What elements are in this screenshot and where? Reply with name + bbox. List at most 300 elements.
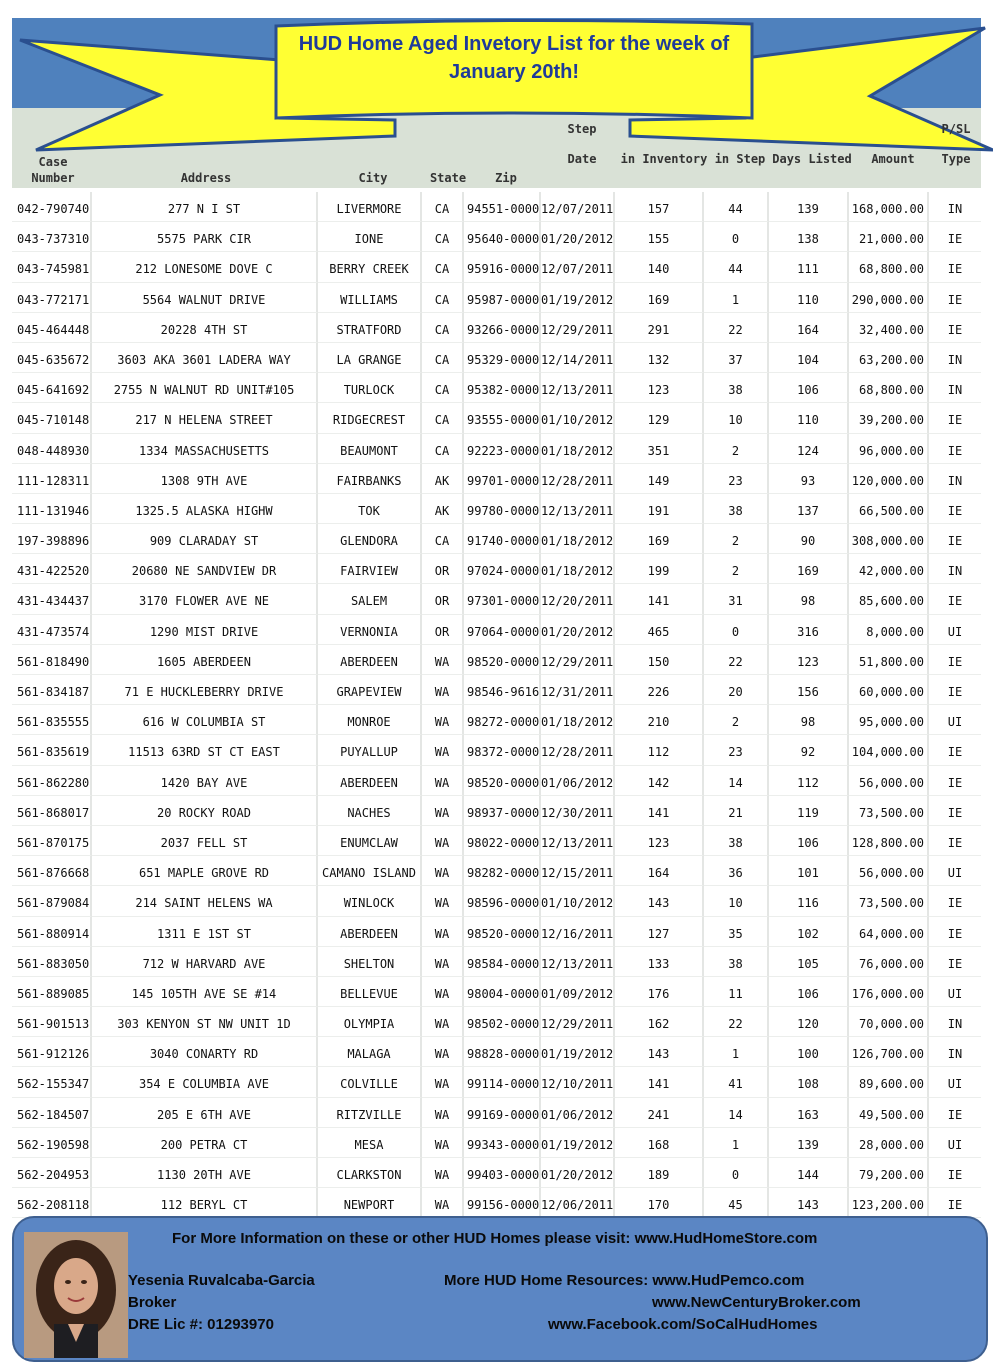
cell-in-step: 41 <box>704 1067 769 1097</box>
cell-state: CA <box>422 283 464 313</box>
header-zip: Zip <box>495 171 517 185</box>
cell-zip: 98828-0000 <box>464 1037 541 1067</box>
cell-address: 1308 9TH AVE <box>92 464 318 494</box>
cell-state: CA <box>422 434 464 464</box>
cell-days-listed: 90 <box>769 524 849 554</box>
cell-type: IE <box>929 1098 981 1128</box>
cell-case-number: 561-834187 <box>12 675 92 705</box>
cell-zip: 99343-0000 <box>464 1128 541 1158</box>
cell-in-inventory: 127 <box>615 917 704 947</box>
cell-amount: 51,800.00 <box>849 645 929 675</box>
table-row <box>12 283 981 313</box>
cell-in-step: 2 <box>704 524 769 554</box>
cell-in-inventory: 132 <box>615 343 704 373</box>
table-row <box>12 796 981 826</box>
table-row <box>12 856 981 886</box>
cell-zip: 98520-0000 <box>464 645 541 675</box>
cell-type: UI <box>929 1128 981 1158</box>
title-line-1: HUD Home Aged Invetory List for the week of <box>298 33 730 55</box>
cell-address: 354 E COLUMBIA AVE <box>92 1067 318 1097</box>
cell-case-number: 561-879084 <box>12 886 92 916</box>
cell-city: OLYMPIA <box>318 1007 422 1037</box>
cell-address: 1420 BAY AVE <box>92 766 318 796</box>
cell-days-listed: 92 <box>769 735 849 765</box>
cell-state: WA <box>422 1007 464 1037</box>
cell-type: UI <box>929 856 981 886</box>
cell-step-date: 12/13/2011 <box>541 373 615 403</box>
cell-step-date: 12/29/2011 <box>541 1007 615 1037</box>
cell-state: CA <box>422 343 464 373</box>
cell-in-inventory: 133 <box>615 947 704 977</box>
cell-days-listed: 108 <box>769 1067 849 1097</box>
cell-state: WA <box>422 1128 464 1158</box>
cell-address: 1605 ABERDEEN <box>92 645 318 675</box>
cell-city: ABERDEEN <box>318 766 422 796</box>
table-row <box>12 524 981 554</box>
cell-zip: 99156-0000 <box>464 1188 541 1218</box>
cell-amount: 68,800.00 <box>849 252 929 282</box>
cell-case-number: 111-131946 <box>12 494 92 524</box>
cell-days-listed: 143 <box>769 1188 849 1218</box>
cell-address: 651 MAPLE GROVE RD <box>92 856 318 886</box>
cell-state: WA <box>422 796 464 826</box>
cell-case-number: 045-464448 <box>12 313 92 343</box>
cell-amount: 60,000.00 <box>849 675 929 705</box>
cell-zip: 95382-0000 <box>464 373 541 403</box>
cell-days-listed: 116 <box>769 886 849 916</box>
cell-in-step: 0 <box>704 1158 769 1188</box>
cell-days-listed: 106 <box>769 826 849 856</box>
cell-state: CA <box>422 403 464 433</box>
cell-in-step: 38 <box>704 494 769 524</box>
cell-days-listed: 163 <box>769 1098 849 1128</box>
cell-amount: 42,000.00 <box>849 554 929 584</box>
cell-state: CA <box>422 252 464 282</box>
cell-type: IE <box>929 886 981 916</box>
cell-in-step: 38 <box>704 373 769 403</box>
cell-days-listed: 110 <box>769 283 849 313</box>
cell-type: IN <box>929 192 981 222</box>
cell-city: BEAUMONT <box>318 434 422 464</box>
cell-days-listed: 123 <box>769 645 849 675</box>
cell-days-listed: 98 <box>769 584 849 614</box>
cell-state: WA <box>422 1037 464 1067</box>
cell-in-inventory: 170 <box>615 1188 704 1218</box>
cell-in-step: 44 <box>704 192 769 222</box>
cell-in-step: 1 <box>704 1037 769 1067</box>
cell-days-listed: 106 <box>769 373 849 403</box>
cell-amount: 39,200.00 <box>849 403 929 433</box>
cell-case-number: 043-745981 <box>12 252 92 282</box>
cell-in-step: 45 <box>704 1188 769 1218</box>
cell-state: WA <box>422 917 464 947</box>
cell-amount: 308,000.00 <box>849 524 929 554</box>
cell-step-date: 12/15/2011 <box>541 856 615 886</box>
broker-license: DRE Lic #: 01293970 <box>128 1316 274 1333</box>
cell-step-date: 12/28/2011 <box>541 735 615 765</box>
inventory-table <box>12 192 981 1218</box>
table-row <box>12 675 981 705</box>
cell-address: 200 PETRA CT <box>92 1128 318 1158</box>
cell-zip: 99114-0000 <box>464 1067 541 1097</box>
cell-amount: 63,200.00 <box>849 343 929 373</box>
cell-in-inventory: 351 <box>615 434 704 464</box>
cell-state: WA <box>422 977 464 1007</box>
cell-days-listed: 101 <box>769 856 849 886</box>
cell-state: CA <box>422 192 464 222</box>
cell-city: BERRY CREEK <box>318 252 422 282</box>
cell-in-step: 22 <box>704 1007 769 1037</box>
cell-amount: 56,000.00 <box>849 766 929 796</box>
table-row <box>12 947 981 977</box>
cell-type: IE <box>929 434 981 464</box>
cell-days-listed: 139 <box>769 1128 849 1158</box>
cell-amount: 128,800.00 <box>849 826 929 856</box>
cell-state: WA <box>422 735 464 765</box>
cell-in-step: 37 <box>704 343 769 373</box>
cell-in-inventory: 141 <box>615 1067 704 1097</box>
cell-days-listed: 124 <box>769 434 849 464</box>
cell-in-step: 38 <box>704 947 769 977</box>
cell-zip: 99169-0000 <box>464 1098 541 1128</box>
cell-in-step: 21 <box>704 796 769 826</box>
cell-step-date: 01/19/2012 <box>541 283 615 313</box>
cell-step-date: 12/10/2011 <box>541 1067 615 1097</box>
cell-in-step: 44 <box>704 252 769 282</box>
cell-case-number: 045-710148 <box>12 403 92 433</box>
cell-case-number: 561-868017 <box>12 796 92 826</box>
cell-in-inventory: 155 <box>615 222 704 252</box>
cell-city: WINLOCK <box>318 886 422 916</box>
header-in-inventory: in Inventory <box>620 152 708 166</box>
cell-state: WA <box>422 1188 464 1218</box>
table-row <box>12 343 981 373</box>
cell-address: 1311 E 1ST ST <box>92 917 318 947</box>
cell-case-number: 562-155347 <box>12 1067 92 1097</box>
cell-address: 71 E HUCKLEBERRY DRIVE <box>92 675 318 705</box>
cell-step-date: 12/28/2011 <box>541 464 615 494</box>
cell-in-step: 35 <box>704 917 769 947</box>
cell-address: 616 W COLUMBIA ST <box>92 705 318 735</box>
cell-type: IE <box>929 947 981 977</box>
cell-zip: 98004-0000 <box>464 977 541 1007</box>
cell-in-inventory: 162 <box>615 1007 704 1037</box>
table-row <box>12 313 981 343</box>
cell-amount: 28,000.00 <box>849 1128 929 1158</box>
cell-in-inventory: 241 <box>615 1098 704 1128</box>
cell-case-number: 561-835555 <box>12 705 92 735</box>
cell-days-listed: 100 <box>769 1037 849 1067</box>
cell-in-step: 23 <box>704 464 769 494</box>
cell-state: WA <box>422 1158 464 1188</box>
cell-step-date: 01/06/2012 <box>541 766 615 796</box>
cell-type: IE <box>929 524 981 554</box>
cell-address: 5575 PARK CIR <box>92 222 318 252</box>
cell-case-number: 045-635672 <box>12 343 92 373</box>
cell-case-number: 431-473574 <box>12 615 92 645</box>
table-row <box>12 1037 981 1067</box>
cell-address: 277 N I ST <box>92 192 318 222</box>
cell-address: 212 LONESOME DOVE C <box>92 252 318 282</box>
cell-type: IE <box>929 252 981 282</box>
cell-in-inventory: 176 <box>615 977 704 1007</box>
cell-state: OR <box>422 615 464 645</box>
cell-days-listed: 112 <box>769 766 849 796</box>
cell-city: TURLOCK <box>318 373 422 403</box>
cell-address: 3170 FLOWER AVE NE <box>92 584 318 614</box>
cell-case-number: 561-883050 <box>12 947 92 977</box>
header-date: Date <box>567 152 597 166</box>
cell-amount: 290,000.00 <box>849 283 929 313</box>
cell-city: MONROE <box>318 705 422 735</box>
cell-in-inventory: 191 <box>615 494 704 524</box>
cell-case-number: 431-434437 <box>12 584 92 614</box>
cell-step-date: 01/20/2012 <box>541 222 615 252</box>
cell-in-step: 11 <box>704 977 769 1007</box>
cell-city: WILLIAMS <box>318 283 422 313</box>
cell-zip: 98546-9616 <box>464 675 541 705</box>
cell-amount: 66,500.00 <box>849 494 929 524</box>
cell-zip: 95640-0000 <box>464 222 541 252</box>
cell-zip: 99780-0000 <box>464 494 541 524</box>
cell-in-inventory: 169 <box>615 283 704 313</box>
cell-type: IE <box>929 645 981 675</box>
cell-amount: 76,000.00 <box>849 947 929 977</box>
cell-type: IE <box>929 1158 981 1188</box>
cell-address: 11513 63RD ST CT EAST <box>92 735 318 765</box>
cell-step-date: 01/10/2012 <box>541 886 615 916</box>
cell-in-step: 1 <box>704 283 769 313</box>
cell-city: RITZVILLE <box>318 1098 422 1128</box>
table-row <box>12 615 981 645</box>
cell-days-listed: 111 <box>769 252 849 282</box>
cell-case-number: 561-901513 <box>12 1007 92 1037</box>
cell-in-inventory: 465 <box>615 615 704 645</box>
cell-city: FAIRBANKS <box>318 464 422 494</box>
cell-days-listed: 105 <box>769 947 849 977</box>
cell-in-step: 0 <box>704 615 769 645</box>
cell-step-date: 01/20/2012 <box>541 615 615 645</box>
cell-days-listed: 104 <box>769 343 849 373</box>
cell-type: IE <box>929 283 981 313</box>
cell-case-number: 562-208118 <box>12 1188 92 1218</box>
table-row <box>12 192 981 222</box>
cell-state: CA <box>422 313 464 343</box>
cell-in-inventory: 157 <box>615 192 704 222</box>
cell-type: IE <box>929 675 981 705</box>
cell-city: ENUMCLAW <box>318 826 422 856</box>
cell-city: CLARKSTON <box>318 1158 422 1188</box>
header-days-listed: Days Listed <box>772 152 852 166</box>
cell-in-inventory: 164 <box>615 856 704 886</box>
cell-case-number: 045-641692 <box>12 373 92 403</box>
cell-type: IE <box>929 403 981 433</box>
cell-step-date: 12/06/2011 <box>541 1188 615 1218</box>
cell-step-date: 12/13/2011 <box>541 494 615 524</box>
cell-days-listed: 138 <box>769 222 849 252</box>
cell-case-number: 561-870175 <box>12 826 92 856</box>
cell-type: UI <box>929 1067 981 1097</box>
cell-amount: 104,000.00 <box>849 735 929 765</box>
table-row <box>12 1007 981 1037</box>
cell-step-date: 01/20/2012 <box>541 1158 615 1188</box>
cell-in-step: 1 <box>704 1128 769 1158</box>
cell-address: 20 ROCKY ROAD <box>92 796 318 826</box>
table-row <box>12 705 981 735</box>
cell-in-step: 38 <box>704 826 769 856</box>
resources-line-2: www.NewCenturyBroker.com <box>652 1294 861 1311</box>
cell-amount: 176,000.00 <box>849 977 929 1007</box>
cell-step-date: 01/19/2012 <box>541 1128 615 1158</box>
cell-zip: 98520-0000 <box>464 917 541 947</box>
cell-type: IN <box>929 554 981 584</box>
cell-zip: 95987-0000 <box>464 283 541 313</box>
cell-state: WA <box>422 766 464 796</box>
cell-in-inventory: 140 <box>615 252 704 282</box>
table-row <box>12 735 981 765</box>
cell-in-step: 2 <box>704 705 769 735</box>
cell-step-date: 12/13/2011 <box>541 947 615 977</box>
cell-step-date: 12/07/2011 <box>541 252 615 282</box>
cell-in-inventory: 141 <box>615 796 704 826</box>
cell-zip: 98022-0000 <box>464 826 541 856</box>
cell-step-date: 12/31/2011 <box>541 675 615 705</box>
cell-in-inventory: 199 <box>615 554 704 584</box>
table-row <box>12 977 981 1007</box>
resources-line-1: More HUD Home Resources: www.HudPemco.com <box>444 1272 805 1289</box>
table-row <box>12 403 981 433</box>
cell-city: CAMANO ISLAND <box>318 856 422 886</box>
cell-case-number: 048-448930 <box>12 434 92 464</box>
cell-city: COLVILLE <box>318 1067 422 1097</box>
cell-zip: 95916-0000 <box>464 252 541 282</box>
header-address: Address <box>180 171 232 185</box>
table-row <box>12 584 981 614</box>
header-in-step: in Step <box>714 152 766 166</box>
cell-case-number: 562-190598 <box>12 1128 92 1158</box>
cell-zip: 94551-0000 <box>464 192 541 222</box>
cell-address: 145 105TH AVE SE #14 <box>92 977 318 1007</box>
cell-in-step: 23 <box>704 735 769 765</box>
cell-step-date: 12/07/2011 <box>541 192 615 222</box>
cell-step-date: 12/16/2011 <box>541 917 615 947</box>
cell-in-inventory: 143 <box>615 1037 704 1067</box>
cell-zip: 99701-0000 <box>464 464 541 494</box>
cell-type: IE <box>929 1188 981 1218</box>
cell-address: 5564 WALNUT DRIVE <box>92 283 318 313</box>
cell-address: 20680 NE SANDVIEW DR <box>92 554 318 584</box>
cell-address: 217 N HELENA STREET <box>92 403 318 433</box>
page-title <box>280 30 748 86</box>
cell-step-date: 01/18/2012 <box>541 524 615 554</box>
cell-days-listed: 316 <box>769 615 849 645</box>
cell-city: ABERDEEN <box>318 917 422 947</box>
table-row <box>12 373 981 403</box>
cell-case-number: 561-862280 <box>12 766 92 796</box>
cell-city: VERNONIA <box>318 615 422 645</box>
table-row <box>12 886 981 916</box>
cell-case-number: 043-737310 <box>12 222 92 252</box>
cell-address: 112 BERYL CT <box>92 1188 318 1218</box>
cell-amount: 89,600.00 <box>849 1067 929 1097</box>
cell-zip: 97024-0000 <box>464 554 541 584</box>
cell-city: FAIRVIEW <box>318 554 422 584</box>
cell-zip: 98372-0000 <box>464 735 541 765</box>
broker-role: Broker <box>128 1294 177 1311</box>
cell-address: 2037 FELL ST <box>92 826 318 856</box>
table-row <box>12 917 981 947</box>
cell-days-listed: 120 <box>769 1007 849 1037</box>
cell-city: LIVERMORE <box>318 192 422 222</box>
cell-in-step: 14 <box>704 766 769 796</box>
cell-in-step: 2 <box>704 554 769 584</box>
cell-amount: 49,500.00 <box>849 1098 929 1128</box>
header-city: City <box>358 171 388 185</box>
cell-in-step: 20 <box>704 675 769 705</box>
cell-state: WA <box>422 675 464 705</box>
cell-days-listed: 110 <box>769 403 849 433</box>
table-row <box>12 554 981 584</box>
cell-days-listed: 169 <box>769 554 849 584</box>
cell-type: IN <box>929 1007 981 1037</box>
cell-in-inventory: 210 <box>615 705 704 735</box>
cell-state: AK <box>422 464 464 494</box>
cell-days-listed: 102 <box>769 917 849 947</box>
cell-in-step: 36 <box>704 856 769 886</box>
cell-city: GRAPEVIEW <box>318 675 422 705</box>
cell-in-inventory: 291 <box>615 313 704 343</box>
table-row <box>12 826 981 856</box>
cell-type: IE <box>929 494 981 524</box>
cell-state: WA <box>422 1098 464 1128</box>
header-type: Type <box>941 152 971 166</box>
table-row <box>12 222 981 252</box>
cell-amount: 96,000.00 <box>849 434 929 464</box>
cell-type: IE <box>929 584 981 614</box>
cell-in-inventory: 169 <box>615 524 704 554</box>
table-row <box>12 464 981 494</box>
cell-city: SHELTON <box>318 947 422 977</box>
table-row <box>12 434 981 464</box>
cell-case-number: 562-204953 <box>12 1158 92 1188</box>
cell-amount: 21,000.00 <box>849 222 929 252</box>
cell-type: IE <box>929 796 981 826</box>
cell-address: 1325.5 ALASKA HIGHW <box>92 494 318 524</box>
cell-in-inventory: 123 <box>615 373 704 403</box>
cell-state: AK <box>422 494 464 524</box>
cell-city: STRATFORD <box>318 313 422 343</box>
broker-photo <box>24 1232 128 1358</box>
cell-zip: 98282-0000 <box>464 856 541 886</box>
table-row <box>12 1188 981 1218</box>
cell-zip: 91740-0000 <box>464 524 541 554</box>
cell-amount: 73,500.00 <box>849 796 929 826</box>
cell-days-listed: 164 <box>769 313 849 343</box>
cell-state: WA <box>422 645 464 675</box>
cell-in-inventory: 189 <box>615 1158 704 1188</box>
table-row <box>12 1158 981 1188</box>
cell-city: NACHES <box>318 796 422 826</box>
cell-address: 303 KENYON ST NW UNIT 1D <box>92 1007 318 1037</box>
table-row <box>12 1067 981 1097</box>
cell-case-number: 561-818490 <box>12 645 92 675</box>
cell-case-number: 043-772171 <box>12 283 92 313</box>
cell-case-number: 042-790740 <box>12 192 92 222</box>
cell-step-date: 12/29/2011 <box>541 313 615 343</box>
cell-in-step: 2 <box>704 434 769 464</box>
cell-address: 205 E 6TH AVE <box>92 1098 318 1128</box>
cell-case-number: 561-880914 <box>12 917 92 947</box>
